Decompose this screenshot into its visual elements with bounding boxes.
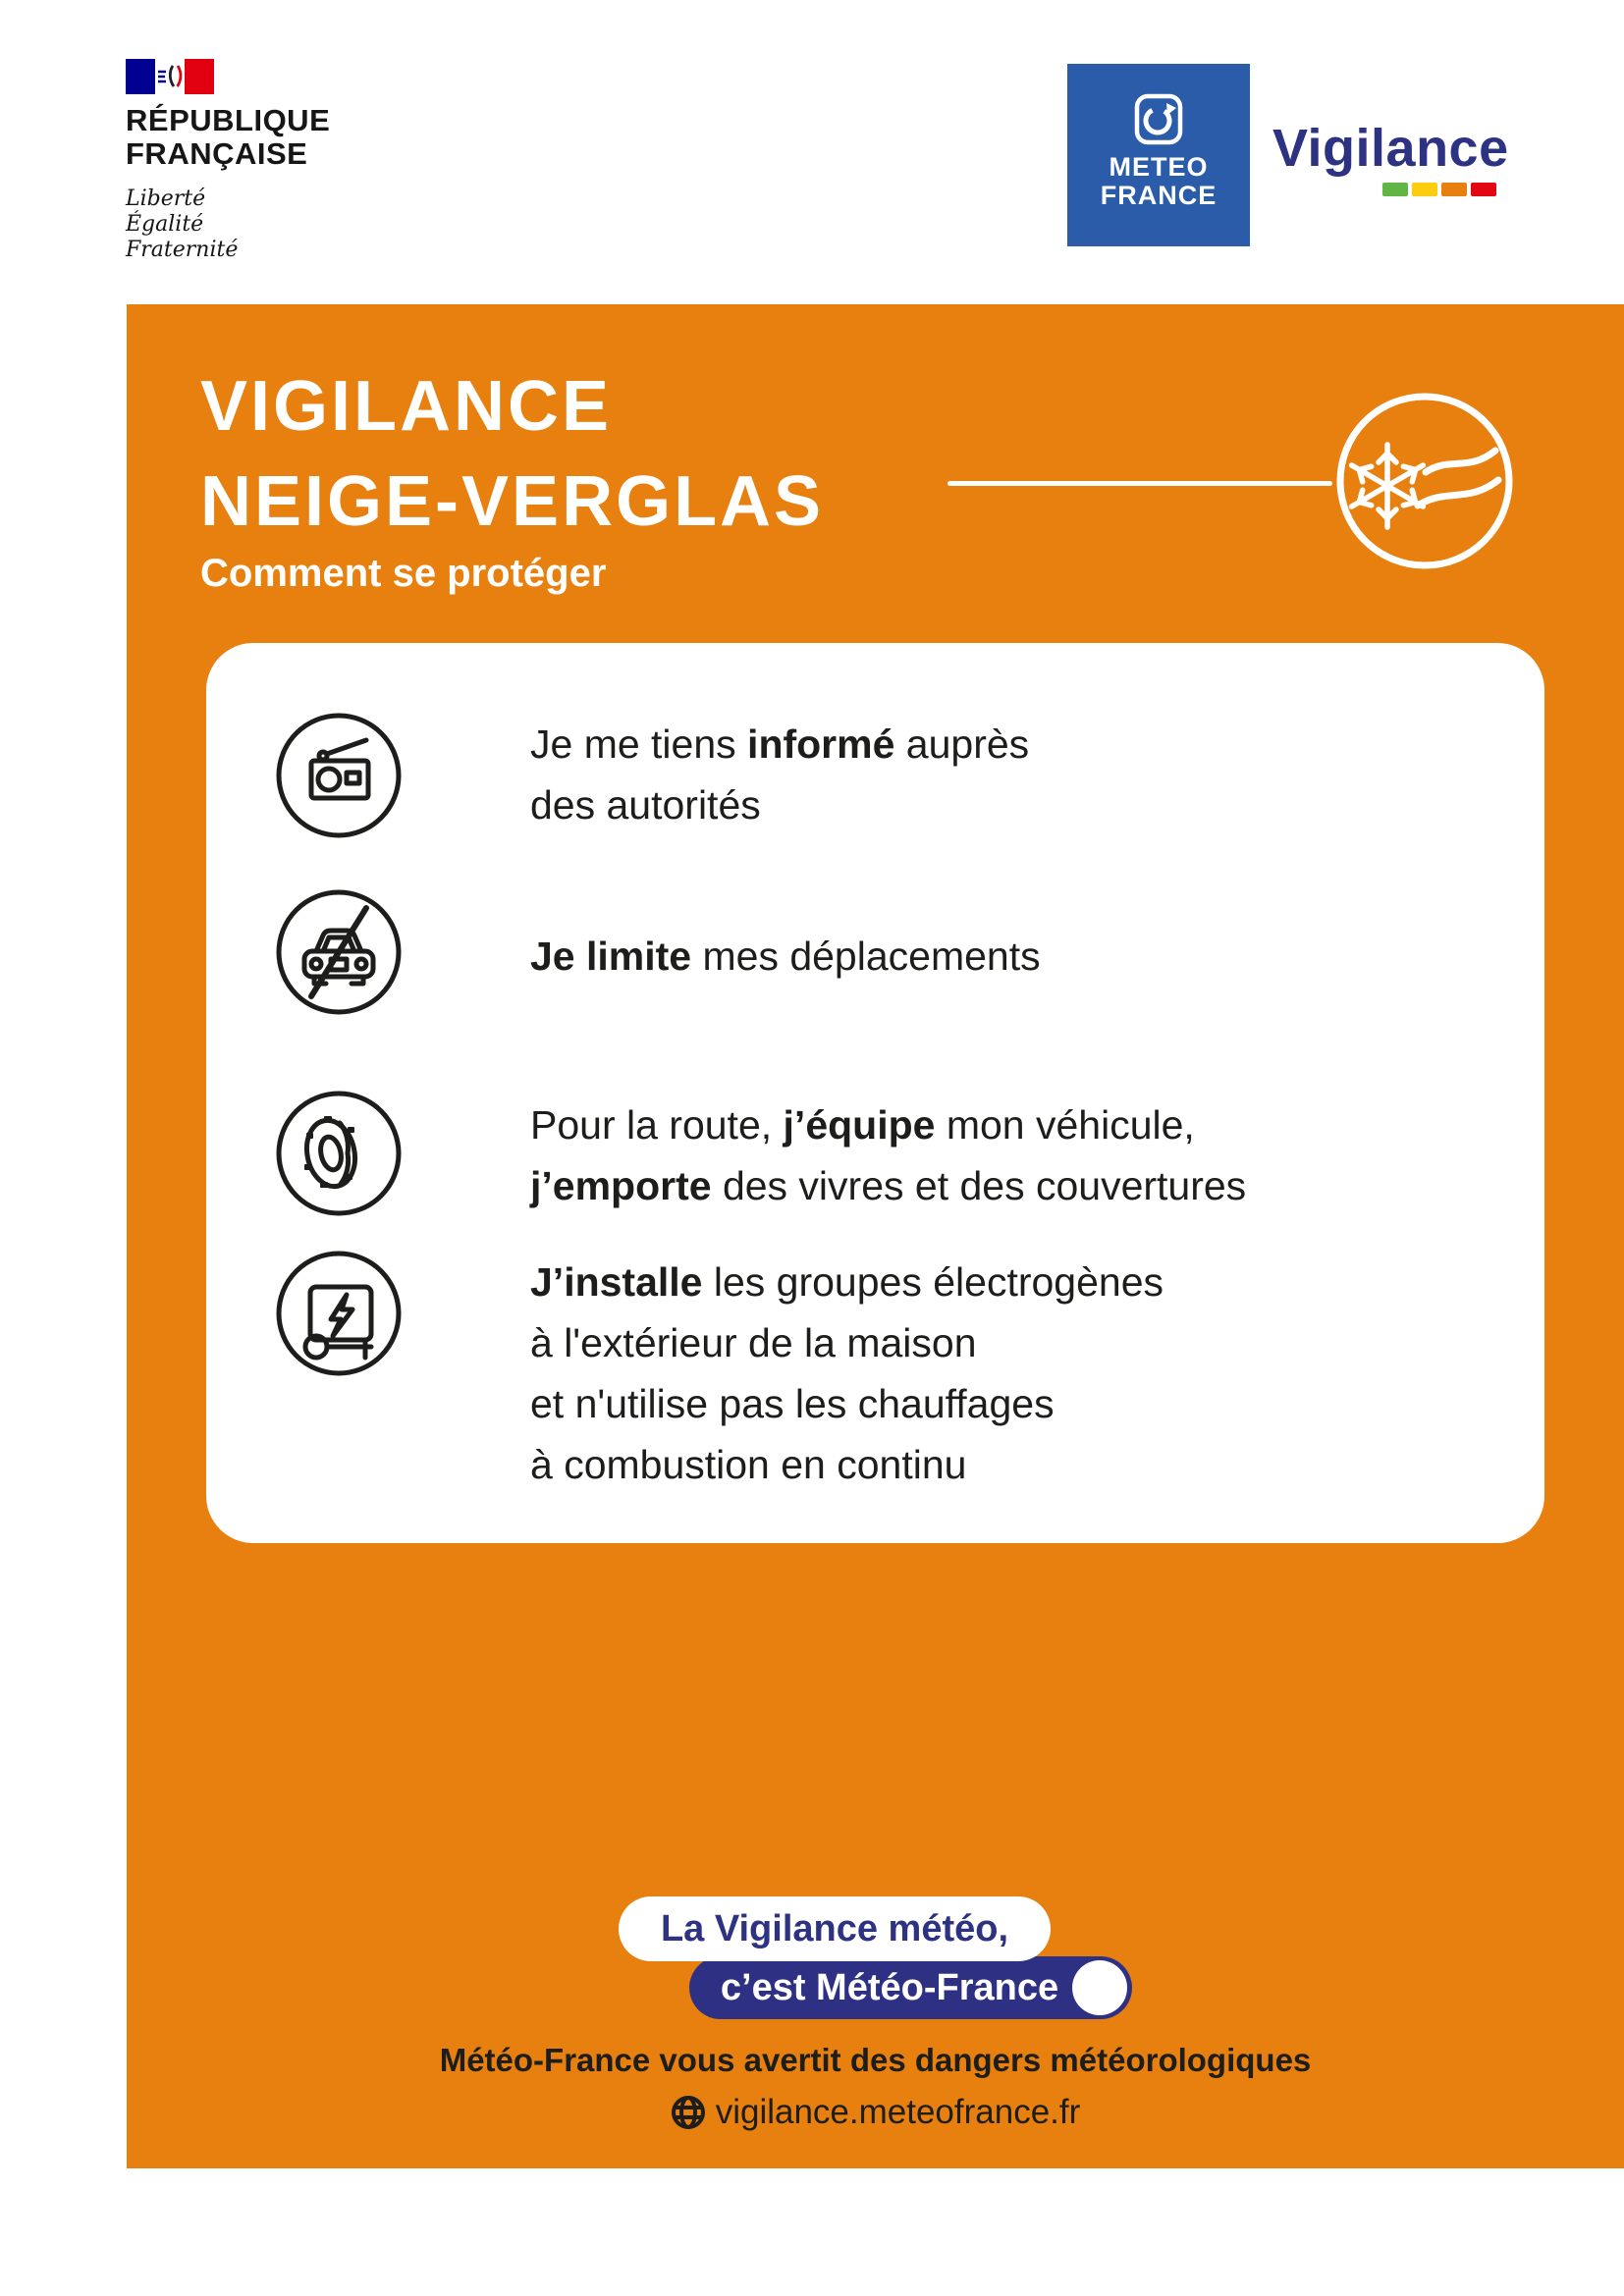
republique-title: RÉPUBLIQUE FRANÇAISE: [126, 103, 331, 171]
vigilance-meteo-pill: [619, 1896, 1051, 1961]
no-driving-icon: [275, 888, 403, 1016]
meteo-france-label: METEO FRANCE: [1100, 152, 1218, 210]
vigilance-scale-bars: [1382, 183, 1496, 196]
advice-text-2: Je limite mes déplacements: [530, 934, 1041, 979]
motto: Liberté Égalité Fraternité: [126, 187, 239, 262]
snow-ice-road-icon: [1331, 388, 1518, 574]
scale-bar-red: [1471, 183, 1496, 196]
generator-icon: [275, 1250, 403, 1377]
meteo-france-swirl-icon: [1134, 93, 1183, 145]
meteo-france-logo: [1067, 64, 1250, 246]
advice-text-3: Pour la route, j’équipe mon véhicule, j’emporte des vivres et des couvertures: [530, 1102, 1247, 1208]
radio-icon: [275, 712, 403, 839]
pill-dot: [1072, 1960, 1127, 2015]
french-flag-icon: [126, 59, 214, 94]
advice-text-4: J’installe les groupes électrogènes à l'extérieur de la maison et n'utilise pas les chauffages à combustion en continu: [530, 1259, 1164, 1487]
scale-bar-yellow: [1412, 183, 1437, 196]
poster-card: [127, 304, 1624, 2168]
globe-icon: [671, 2095, 706, 2130]
poster-title: VIGILANCE NEIGE-VERGLAS: [200, 367, 825, 541]
meteo-france-pill: [689, 1956, 1132, 2019]
website-line: [127, 2093, 1624, 2132]
connector-line: [947, 481, 1332, 486]
vigilance-meteo-pill-label: La Vigilance météo,: [660, 1907, 1009, 1949]
scale-bar-orange: [1441, 183, 1467, 196]
advice-text-1: Je me tiens informé auprès des autorités: [530, 721, 1030, 828]
notice-text: Météo-France vous avertit des dangers météorologiques: [439, 2042, 1312, 2078]
tire-chains-icon: [275, 1090, 403, 1217]
meteo-france-pill-label: c’est Météo-France: [720, 1966, 1059, 2008]
poster-subtitle: Comment se protéger: [200, 552, 607, 595]
marianne-logo: [126, 59, 420, 263]
advice-card: [206, 643, 1544, 1543]
vigilance-wordmark: Vigilance: [1272, 119, 1509, 178]
scale-bar-green: [1382, 183, 1408, 196]
website-url: vigilance.meteofrance.fr: [715, 2093, 1081, 2131]
